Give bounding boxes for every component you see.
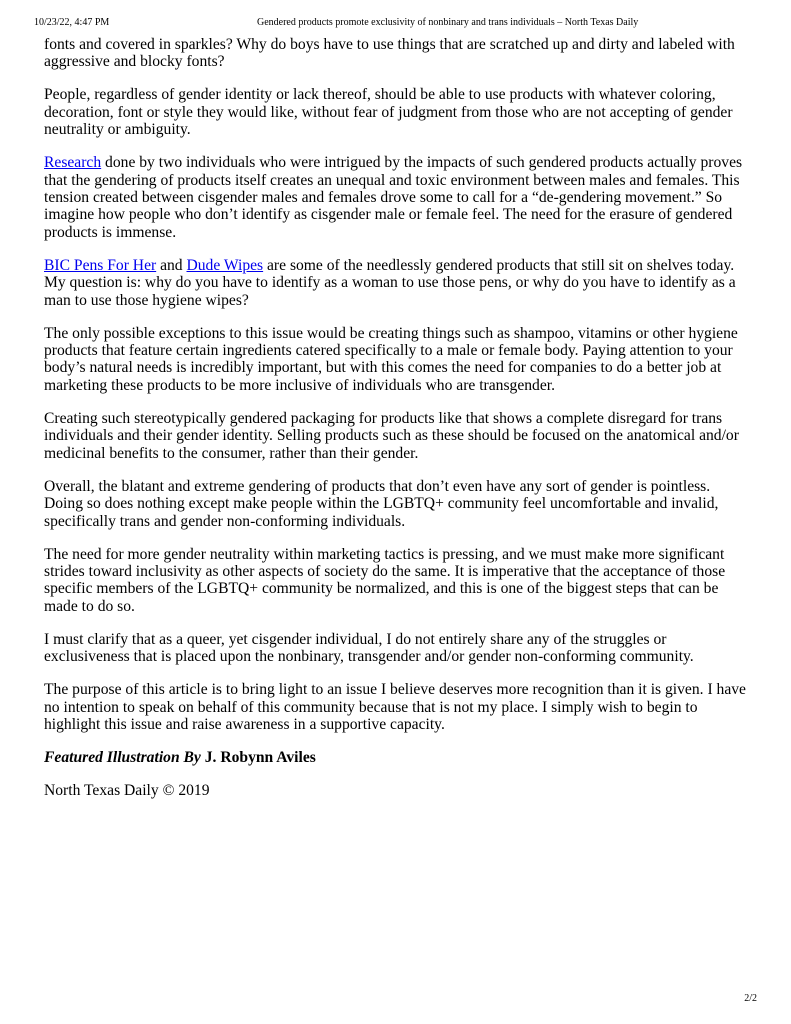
print-date: 10/23/22, 4:47 PM xyxy=(34,17,110,28)
paragraph: I must clarify that as a queer, yet cisgender individual, I do not entirely share any of the struggles or exclusiveness that is placed upon the nonbinary, transgender and/or gender non-conforming community. xyxy=(44,630,694,666)
paragraph-text: are some of the needlessly gendered products that still sit on shelves today. My question is: why do you have to identify as a woman to use those pens, or why do you have to identify as a man to use those hygiene wipes? xyxy=(44,256,736,309)
paragraph: Creating such stereotypically gendered packaging for products like that shows a complete disregard for trans individuals and their gender identity. Selling products such as these should be focused on the anatomical and/or medicinal benefits to the consumer, rather than their gender. xyxy=(44,409,739,462)
paragraph: fonts and covered in sparkles? Why do boys have to use things that are scratched up and dirty and labeled with aggressive and blocky fonts? xyxy=(44,36,735,71)
article-body xyxy=(44,36,750,815)
dude-wipes-link[interactable]: Dude Wipes xyxy=(186,256,264,274)
illustration-credit xyxy=(44,749,750,766)
credit-label: Featured Illustration By xyxy=(44,748,201,766)
print-page-title: Gendered products promote exclusivity of nonbinary and trans individuals – North Texas Daily xyxy=(257,17,639,28)
page-number: 2/2 xyxy=(744,993,757,1004)
paragraph: Overall, the blatant and extreme gendering of products that don’t even have any sort of gender is pointless. Doing so does nothing except make people within the LGBTQ+ community feel uncomfortable and invalid, specifically trans and gender non-conforming individuals. xyxy=(44,477,719,530)
paragraph: The purpose of this article is to bring light to an issue I believe deserves more recognition than it is given. I have no intention to speak on behalf of this community because that is not my place. I simply wish to begin to highlight this issue and raise awareness in a supportive capacity. xyxy=(44,681,746,733)
paragraph: The only possible exceptions to this issue would be creating things such as shampoo, vitamins or other hygiene products that feature certain ingredients catered specifically to a male or female body. Paying attention to your body’s natural needs is incredibly important, but with this comes the need for companies to do a better job at marketing these products to be more inclusive of individuals who are transgender. xyxy=(44,324,738,394)
paragraph xyxy=(44,154,750,241)
copyright: North Texas Daily © 2019 xyxy=(44,781,210,799)
credit-name: J. Robynn Aviles xyxy=(204,748,316,766)
paragraph xyxy=(44,257,750,309)
paragraph: People, regardless of gender identity or lack thereof, should be able to use products with whatever coloring, decoration, font or style they would like, without fear of judgment from those who are not accepting of gender neutrality or ambiguity. xyxy=(44,86,733,139)
paragraph-text: and xyxy=(156,256,187,274)
bic-pens-link[interactable]: BIC Pens For Her xyxy=(44,256,157,274)
paragraph-text: done by two individuals who were intrigued by the impacts of such gendered products actually proves that the gendering of products itself creates an unequal and toxic environment between males and females. This tension created between cisgender males and females drove some to call for a “de-gendering movement.” So imagine how people who don’t identify as cisgender male or female feel. The need for the erasure of gendered products is immense. xyxy=(44,154,743,241)
research-link[interactable]: Research xyxy=(44,154,102,172)
paragraph: The need for more gender neutrality within marketing tactics is pressing, and we must make more significant strides toward inclusivity as other aspects of society do the same. It is imperative that the acceptance of those specific members of the LGBTQ+ community be normalized, and this is one of the biggest steps that can be made to do so. xyxy=(44,545,726,615)
